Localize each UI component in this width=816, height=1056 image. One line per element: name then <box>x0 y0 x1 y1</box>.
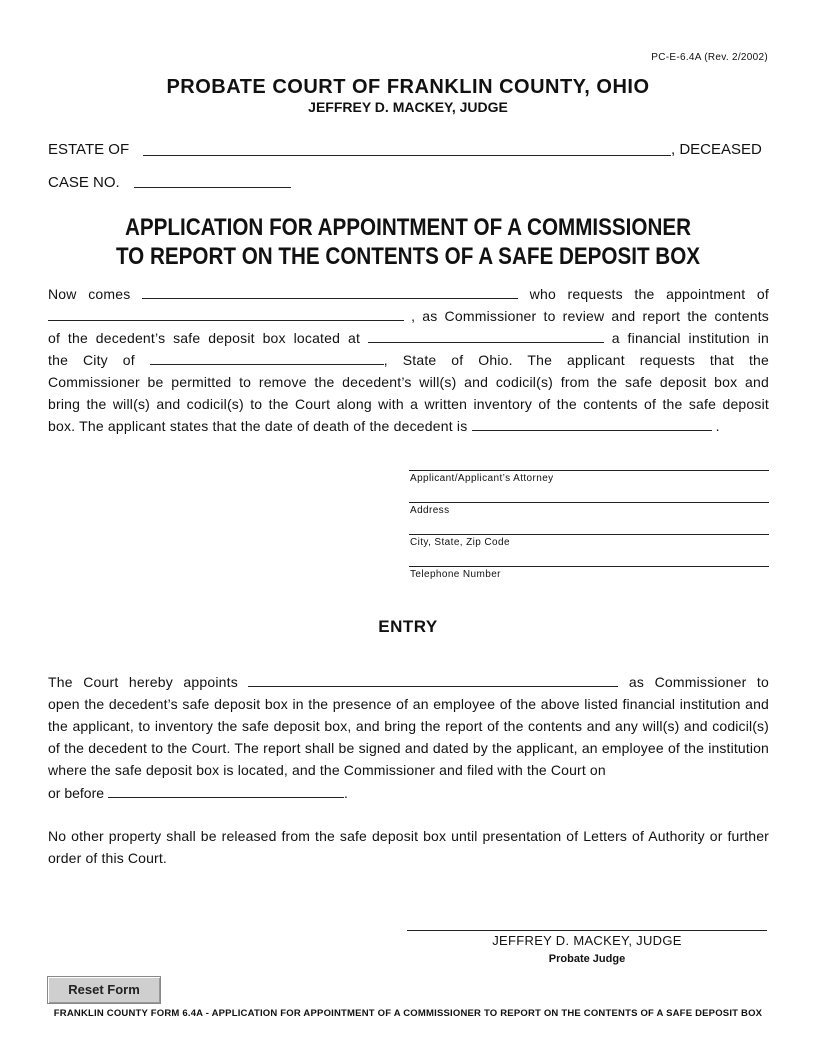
judge-signature-line[interactable] <box>407 930 767 931</box>
text: . <box>715 418 720 434</box>
city-field[interactable] <box>150 352 384 365</box>
text: or before <box>48 785 105 801</box>
city-state-zip-field[interactable] <box>409 534 769 535</box>
financial-institution-field[interactable] <box>368 330 604 343</box>
application-line: Commissioner be permitted to remove the decedent’s will(s) and codicil(s) from the safe deposit box and <box>48 374 769 390</box>
reset-form-button[interactable]: Reset Form <box>47 976 161 1004</box>
case-number-field[interactable] <box>134 174 291 188</box>
appointed-commissioner-field[interactable] <box>248 674 618 687</box>
address-label: Address <box>410 505 450 516</box>
text: The Court hereby appoints <box>48 674 238 690</box>
text: of the decedent’s safe deposit box located at <box>48 330 361 346</box>
estate-field[interactable] <box>143 142 671 156</box>
report-due-date-field[interactable] <box>108 785 344 798</box>
text: a financial institution in <box>611 330 770 346</box>
entry-body: open the decedent’s safe deposit box in the presence of an employee of the above listed financial institution and the applicant, to inventory the safe deposit box, and bring the report of the contents and any will(s) and codicil(s) of the decedent to the Court. The report shall be signed and dated by the applicant, an employee of the institution where the safe deposit box is located, and the Commissioner and filed with the Court on <box>48 696 769 778</box>
applicant-signature-field[interactable] <box>409 470 769 471</box>
application-line <box>48 308 769 324</box>
application-line <box>48 286 769 302</box>
text: box. The applicant states that the date of death of the decedent is <box>48 418 468 434</box>
text: the City of <box>48 352 135 368</box>
applicant-name-field[interactable] <box>142 286 518 299</box>
application-line <box>48 418 769 434</box>
deceased-label: , DECEASED <box>671 141 762 158</box>
court-name: PROBATE COURT OF FRANKLIN COUNTY, OHIO <box>166 76 650 98</box>
no-other-property-text: No other property shall be released from the safe deposit box until presentation of Letters of Authority or further order of this Court. <box>48 828 769 866</box>
text: , as Commissioner to review and report the contents <box>411 308 769 324</box>
form-id: PC-E-6.4A (Rev. 2/2002) <box>651 52 768 63</box>
date-of-death-field[interactable] <box>472 418 712 431</box>
application-line <box>48 330 769 346</box>
entry-line <box>48 674 769 690</box>
commissioner-name-field[interactable] <box>48 308 404 321</box>
judge-header: JEFFREY D. MACKEY, JUDGE <box>308 99 508 115</box>
judge-title: Probate Judge <box>548 953 626 965</box>
text: as Commissioner to <box>628 674 769 690</box>
entry-heading: ENTRY <box>378 617 438 636</box>
application-line <box>48 352 769 368</box>
text: . <box>343 785 348 801</box>
telephone-label: Telephone Number <box>410 569 501 580</box>
form-title-line1: APPLICATION FOR APPOINTMENT OF A COMMISSIONER <box>124 214 692 241</box>
case-label: CASE NO. <box>48 174 120 191</box>
telephone-field[interactable] <box>409 566 769 567</box>
form-title-line2: TO REPORT ON THE CONTENTS OF A SAFE DEPOSIT BOX <box>115 243 701 270</box>
city-state-zip-label: City, State, Zip Code <box>410 537 510 548</box>
estate-label: ESTATE OF <box>48 141 130 158</box>
application-line: bring the will(s) and codicil(s) to the Court along with a written inventory of the contents of the safe deposit <box>48 396 769 412</box>
text: Now comes <box>48 286 131 302</box>
footer: FRANKLIN COUNTY FORM 6.4A - APPLICATION FOR APPOINTMENT OF A COMMISSIONER TO REPORT ON THE CONTENTS OF A SAFE DEPOSIT BOX <box>53 1008 763 1019</box>
applicant-label: Applicant/Applicant’s Attorney <box>410 473 554 484</box>
address-field[interactable] <box>409 502 769 503</box>
judge-signature-name: JEFFREY D. MACKEY, JUDGE <box>492 933 682 948</box>
text: who requests the appointment of <box>529 286 770 302</box>
text: , State of Ohio. The applicant requests that the <box>383 352 770 368</box>
entry-line <box>48 785 348 801</box>
